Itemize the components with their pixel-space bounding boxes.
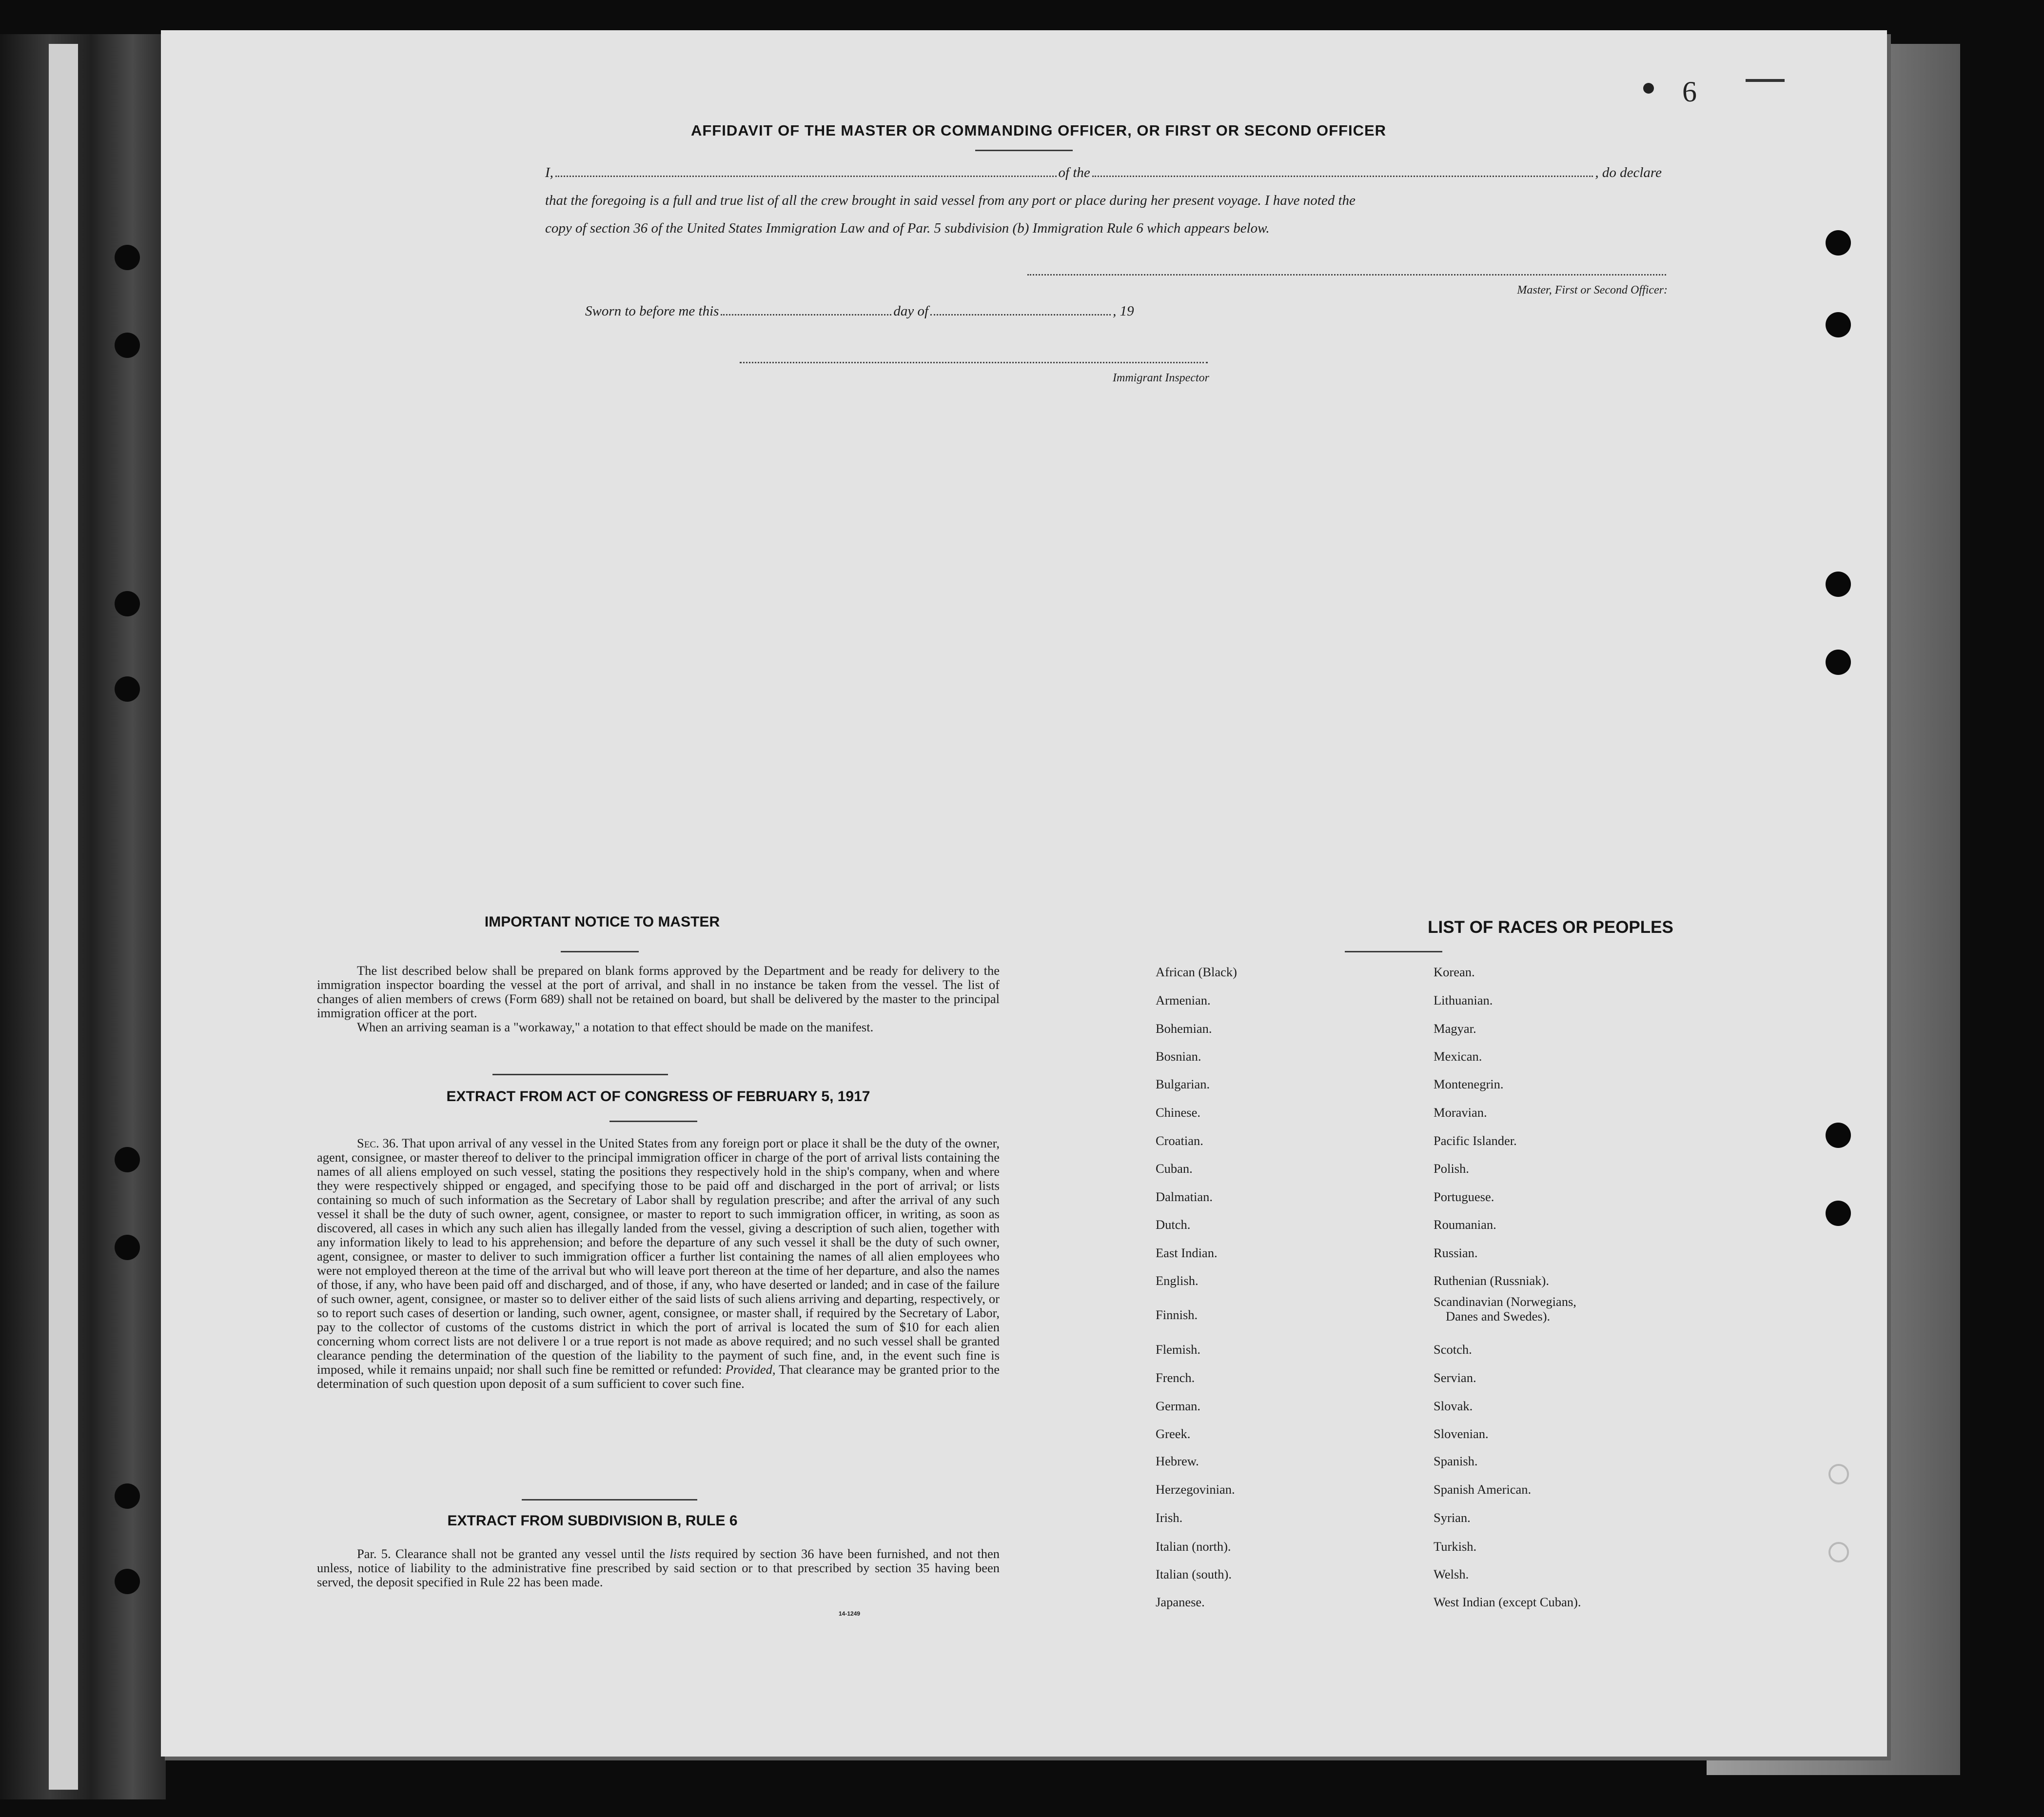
rule-lists: lists [669, 1546, 690, 1561]
punch-hole [115, 1569, 140, 1594]
name-blank[interactable] [555, 165, 1057, 177]
race-item: Spanish. [1434, 1454, 1478, 1468]
act-text-end: That clearance may be granted prior to the determination of such question upon deposit of a sum sufficient to cover such fine. [317, 1362, 1000, 1391]
corner-scribble [1746, 79, 1785, 82]
document-page [161, 30, 1887, 1757]
rule-text-a: Par. 5. Clearance shall not be granted any vessel until the [357, 1546, 665, 1561]
corner-page-mark: 6 [1682, 76, 1697, 108]
notice-para-1: The list described below shall be prepared on blank forms approved by the Department and be ready for delivery to the immigration inspector boarding the vessel at the port of arrival, and shall in no instance be taken from the vessel. The list of changes of alien members of crews (Form 689) shall not be retained on board, but shall be delivered by the master to the principal immigration officer at the port. [317, 963, 1000, 1020]
race-item: Dutch. [1156, 1217, 1191, 1232]
race-item: Montenegrin. [1434, 1077, 1504, 1091]
form-number: 14-1249 [839, 1610, 861, 1617]
race-item: Finnish. [1156, 1307, 1198, 1322]
divider [1345, 951, 1442, 952]
race-item: Herzegovinian. [1156, 1482, 1235, 1497]
race-item: Polish. [1434, 1161, 1469, 1176]
act-text: That upon arrival of any vessel in the United States from any foreign port or place it shall be the duty of the owner, agent, consignee, or master thereof to deliver to the principal immigration officer in charge of the port of arrival lists containing the names of all aliens employed on such vessel, stating the positions they respectively hold in the ship's company, when and where they were respectively shipped or engaged, and specifying those to be paid off and discharged in the port of arrival; or lists containing so much of such information as the Secretary of Labor shall by regulation prescribe; and after the arrival of any such vessel it shall be the duty of such owner, agent, consignee, or master to report to such immigration officer, in writing, as soon as discovered, all cases in which any such alien has illegally landed from the vessel, giving a description of such alien, together with any information likely to lead to his apprehension; and before the departure of any such vessel it shall be the duty of such owner, agent, consignee, or master to deliver to such immigration officer a further list containing the names of all alien employees who were not employed thereon at the time of the arrival but who will leave port thereon at the time of her departure, and also the names of those, if any, who have been paid off and discharged, and of those, if any, who have deserted or landed; and in case of the failure of such owner, agent, consignee, or master so to deliver either of the said lists of such aliens arriving and departing, respectively, or so to report such cases of desertion or landing, such owner, agent, consignee, or master shall, if required by the Secretary of Labor, pay to the collector of customs of the customs district in which the port of arrival is located the sum of $10 for each alien concerning whom correct lists are not delivere l or a true report is not made as above required; and no such vessel shall be granted clearance pending the determination of the question of the liability to the payment of such fine, and, in the event such fine is imposed, while it remains unpaid; nor shall such fine be remitted or refunded: [317, 1136, 1000, 1377]
punch-hole [115, 1147, 140, 1172]
divider [561, 951, 639, 952]
race-item: African (Black) [1156, 965, 1238, 979]
divider [492, 1074, 668, 1075]
sworn-line [585, 303, 1253, 319]
punch-hole [1826, 230, 1851, 256]
punch-hole-reinforced [1828, 1464, 1849, 1484]
punch-hole [115, 1483, 140, 1509]
race-item: Roumanian. [1434, 1217, 1496, 1232]
race-item: Scotch. [1434, 1342, 1472, 1357]
race-item: Greek. [1156, 1426, 1191, 1441]
sworn-day-blank[interactable] [721, 303, 891, 316]
race-item: Mexican. [1434, 1049, 1482, 1064]
divider [609, 1121, 697, 1122]
affidavit-line-1 [545, 159, 1662, 187]
race-item: Armenian. [1156, 993, 1211, 1007]
race-item: Russian. [1434, 1245, 1478, 1260]
race-item: Slovenian. [1434, 1426, 1489, 1441]
affidavit-i: I, [545, 165, 553, 180]
race-item: West Indian (except Cuban). [1434, 1595, 1581, 1609]
race-item: Spanish American. [1434, 1482, 1532, 1497]
notice-body [317, 964, 1000, 1034]
punch-hole [115, 245, 140, 270]
race-item: Korean. [1434, 965, 1475, 979]
affidavit-body [545, 159, 1662, 242]
punch-hole [115, 591, 140, 616]
race-item: Irish. [1156, 1510, 1183, 1525]
inspector-caption: Immigrant Inspector [1113, 372, 1209, 384]
race-item: Slovak. [1434, 1399, 1473, 1413]
rule-extract-text [317, 1547, 1000, 1589]
act-provided: Provided, [725, 1362, 776, 1377]
race-item: Italian (north). [1156, 1539, 1231, 1554]
race-item: Chinese. [1156, 1105, 1200, 1120]
race-item: French. [1156, 1370, 1195, 1385]
vessel-blank[interactable] [1092, 165, 1593, 177]
race-item: Syrian. [1434, 1510, 1471, 1525]
race-item: Danes and Swedes). [1446, 1309, 1551, 1323]
punch-hole [115, 333, 140, 358]
sworn-year: , 19 [1113, 303, 1134, 319]
race-item: Turkish. [1434, 1539, 1477, 1554]
race-item: Servian. [1434, 1370, 1476, 1385]
race-item: Japanese. [1156, 1595, 1205, 1609]
binder-edge [0, 34, 166, 1799]
race-item: Bulgarian. [1156, 1077, 1210, 1091]
master-caption: Master, First or Second Officer: [1517, 284, 1668, 296]
notice-para-2: When an arriving seaman is a "workaway," a notation to that effect should be made on the manifest. [357, 1020, 874, 1034]
punch-hole [1826, 1201, 1851, 1226]
punch-hole [1826, 650, 1851, 675]
act-section-label: Sec. 36. [357, 1136, 399, 1150]
race-item: Scandinavian (Norwegians, [1434, 1294, 1576, 1309]
affidavit-line-3: copy of section 36 of the United States Immigration Law and of Par. 5 subdivision (b) Immigration Rule 6 which appears below. [545, 220, 1270, 236]
divider [522, 1499, 697, 1501]
races-title: LIST OF RACES OR PEOPLES [1428, 918, 1673, 937]
affidavit-of-the: of the [1058, 165, 1090, 180]
notice-title: IMPORTANT NOTICE TO MASTER [484, 914, 720, 930]
race-item: Welsh. [1434, 1567, 1469, 1581]
rule-extract-title: EXTRACT FROM SUBDIVISION B, RULE 6 [447, 1513, 738, 1529]
race-item: Flemish. [1156, 1342, 1201, 1357]
race-item: Portuguese. [1434, 1189, 1494, 1204]
race-item: Pacific Islander. [1434, 1133, 1517, 1148]
act-extract-text [317, 1136, 1000, 1391]
race-item: German. [1156, 1399, 1200, 1413]
divider [975, 150, 1073, 151]
race-item: Croatian. [1156, 1133, 1203, 1148]
punch-hole [115, 676, 140, 702]
act-extract-title: EXTRACT FROM ACT OF CONGRESS OF FEBRUARY 5, 1917 [446, 1088, 870, 1105]
rule-text-b: required by section 36 have been furnished, and not then unless, notice of liability to the administrative fine prescribed by said section or to that prescribed by section 35 having been served, the deposit specified in Rule 22 has been made. [317, 1546, 1000, 1589]
punch-hole [1826, 312, 1851, 337]
affidavit-declare: , do declare [1595, 165, 1662, 180]
race-item: Lithuanian. [1434, 993, 1493, 1007]
race-item: Bosnian. [1156, 1049, 1201, 1064]
race-item: Magyar. [1434, 1021, 1476, 1036]
inspector-signature-line[interactable] [740, 362, 1208, 363]
race-item: Italian (south). [1156, 1567, 1232, 1581]
sworn-day-of: day of [893, 303, 929, 319]
race-item: Bohemian. [1156, 1021, 1212, 1036]
race-item: Hebrew. [1156, 1454, 1199, 1468]
master-signature-line[interactable] [1027, 274, 1666, 276]
race-item: Cuban. [1156, 1161, 1193, 1176]
race-item: East Indian. [1156, 1245, 1218, 1260]
punch-hole-reinforced [1828, 1542, 1849, 1562]
punch-hole [1826, 572, 1851, 597]
race-item: Ruthenian (Russniak). [1434, 1273, 1549, 1288]
punch-hole [115, 1235, 140, 1260]
race-item: Dalmatian. [1156, 1189, 1213, 1204]
sworn-text: Sworn to before me this [585, 303, 719, 319]
affidavit-title: AFFIDAVIT OF THE MASTER OR COMMANDING OFFICER, OR FIRST OR SECOND OFFICER [690, 122, 1387, 139]
ink-mark [1643, 83, 1654, 94]
race-item: English. [1156, 1273, 1199, 1288]
affidavit-line-2: that the foregoing is a full and true list of all the crew brought in said vessel from any port or place during her present voyage. I have noted the [545, 193, 1356, 208]
race-item: Moravian. [1434, 1105, 1487, 1120]
act-extract-body [317, 1136, 1000, 1391]
punch-hole [1826, 1123, 1851, 1148]
sworn-month-blank[interactable] [930, 303, 1111, 316]
binder-page-edges [49, 44, 78, 1790]
rule-extract-body [317, 1547, 1000, 1589]
